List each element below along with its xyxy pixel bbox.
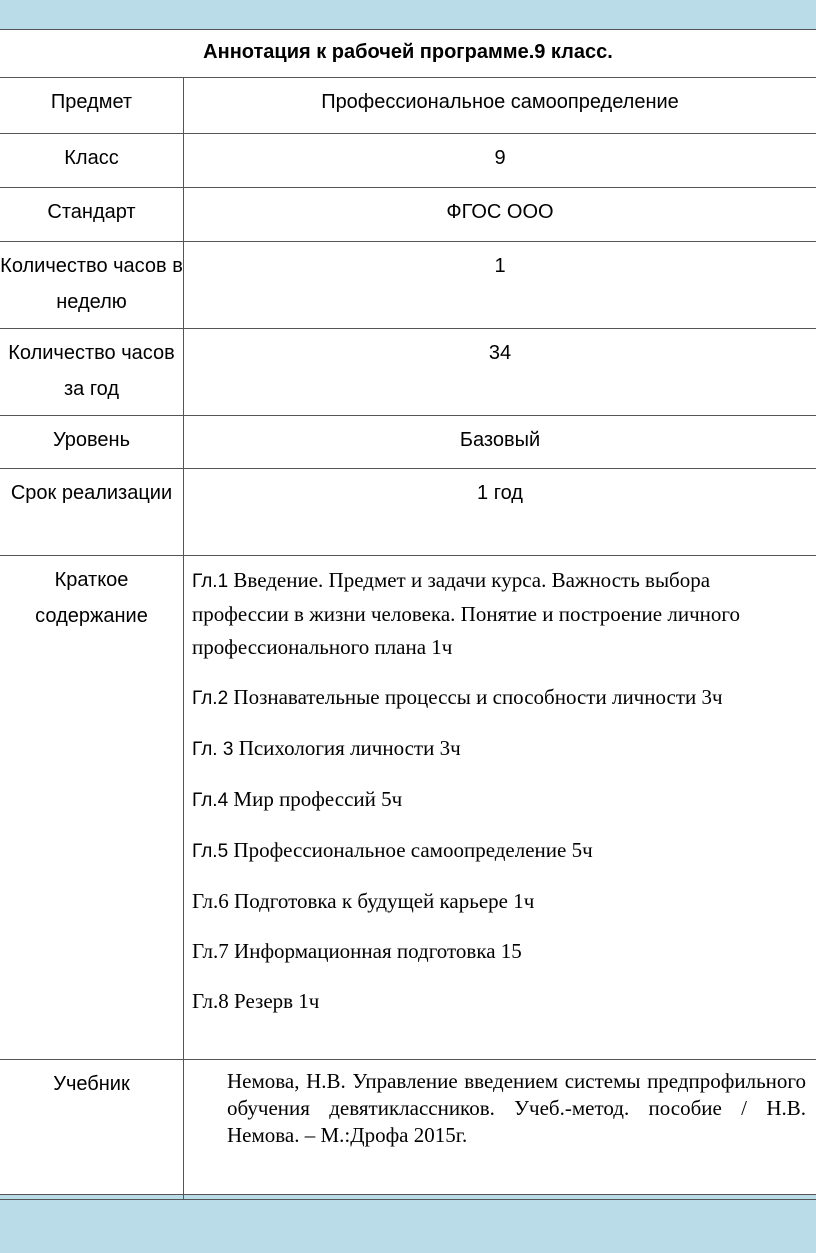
chapter-item: Гл. 3 Психология личности 3ч	[192, 736, 461, 760]
grade-value: 9	[184, 134, 816, 188]
standard-label: Стандарт	[0, 188, 184, 242]
hours-week-value: 1	[184, 242, 816, 329]
standard-value: ФГОС ООО	[184, 188, 816, 242]
table-row-hours-year	[0, 329, 816, 416]
chapter-item: Гл.8 Резерв 1ч	[192, 989, 320, 1013]
grade-label: Класс	[0, 134, 184, 188]
table-row-summary	[0, 556, 816, 1060]
table-row-grade	[0, 134, 816, 188]
subject-label: Предмет	[0, 78, 184, 134]
document-page	[0, 29, 816, 1195]
level-value: Базовый	[184, 416, 816, 469]
table-row-subject	[0, 78, 816, 134]
table-row-standard	[0, 188, 816, 242]
chapter-item: Гл.6 Подготовка к будущей карьере 1ч	[192, 889, 535, 913]
annotation-table	[0, 77, 816, 1200]
table-row-textbook	[0, 1060, 816, 1200]
textbook-value: Немова, Н.В. Управление введением системы предпрофильного обучения девятиклассников. Учеб.-метод. пособие / Н.В. Немова. – М.:Дрофа 2015г.	[184, 1060, 816, 1200]
chapter-item: Гл.7 Информационная подготовка 15	[192, 939, 522, 963]
subject-value: Профессиональное самоопределение	[184, 78, 816, 134]
chapter-item: Гл.5 Профессиональное самоопределение 5ч	[192, 838, 593, 862]
table-row-hours-week	[0, 242, 816, 329]
document-title: Аннотация к рабочей программе.9 класс.	[203, 41, 613, 63]
table-row-term	[0, 469, 816, 556]
hours-week-label: Количество часов в неделю	[0, 242, 184, 329]
hours-year-label: Количество часов за год	[0, 329, 184, 416]
summary-content	[184, 556, 816, 1060]
summary-label: Краткое содержание	[0, 556, 184, 1060]
textbook-label: Учебник	[0, 1060, 184, 1200]
hours-year-value: 34	[184, 329, 816, 416]
chapter-item: Гл.2 Познавательные процессы и способности личности 3ч	[192, 685, 723, 709]
chapter-item: Гл.4 Мир профессий 5ч	[192, 787, 403, 811]
term-value: 1 год	[184, 469, 816, 556]
chapter-item: Гл.1 Введение. Предмет и задачи курса. Важность выбора профессии в жизни человека. Понятие и построение личного профессионального плана 1ч	[192, 568, 740, 659]
term-label: Срок реализации	[0, 469, 184, 556]
table-row-level	[0, 416, 816, 469]
level-label: Уровень	[0, 416, 184, 469]
